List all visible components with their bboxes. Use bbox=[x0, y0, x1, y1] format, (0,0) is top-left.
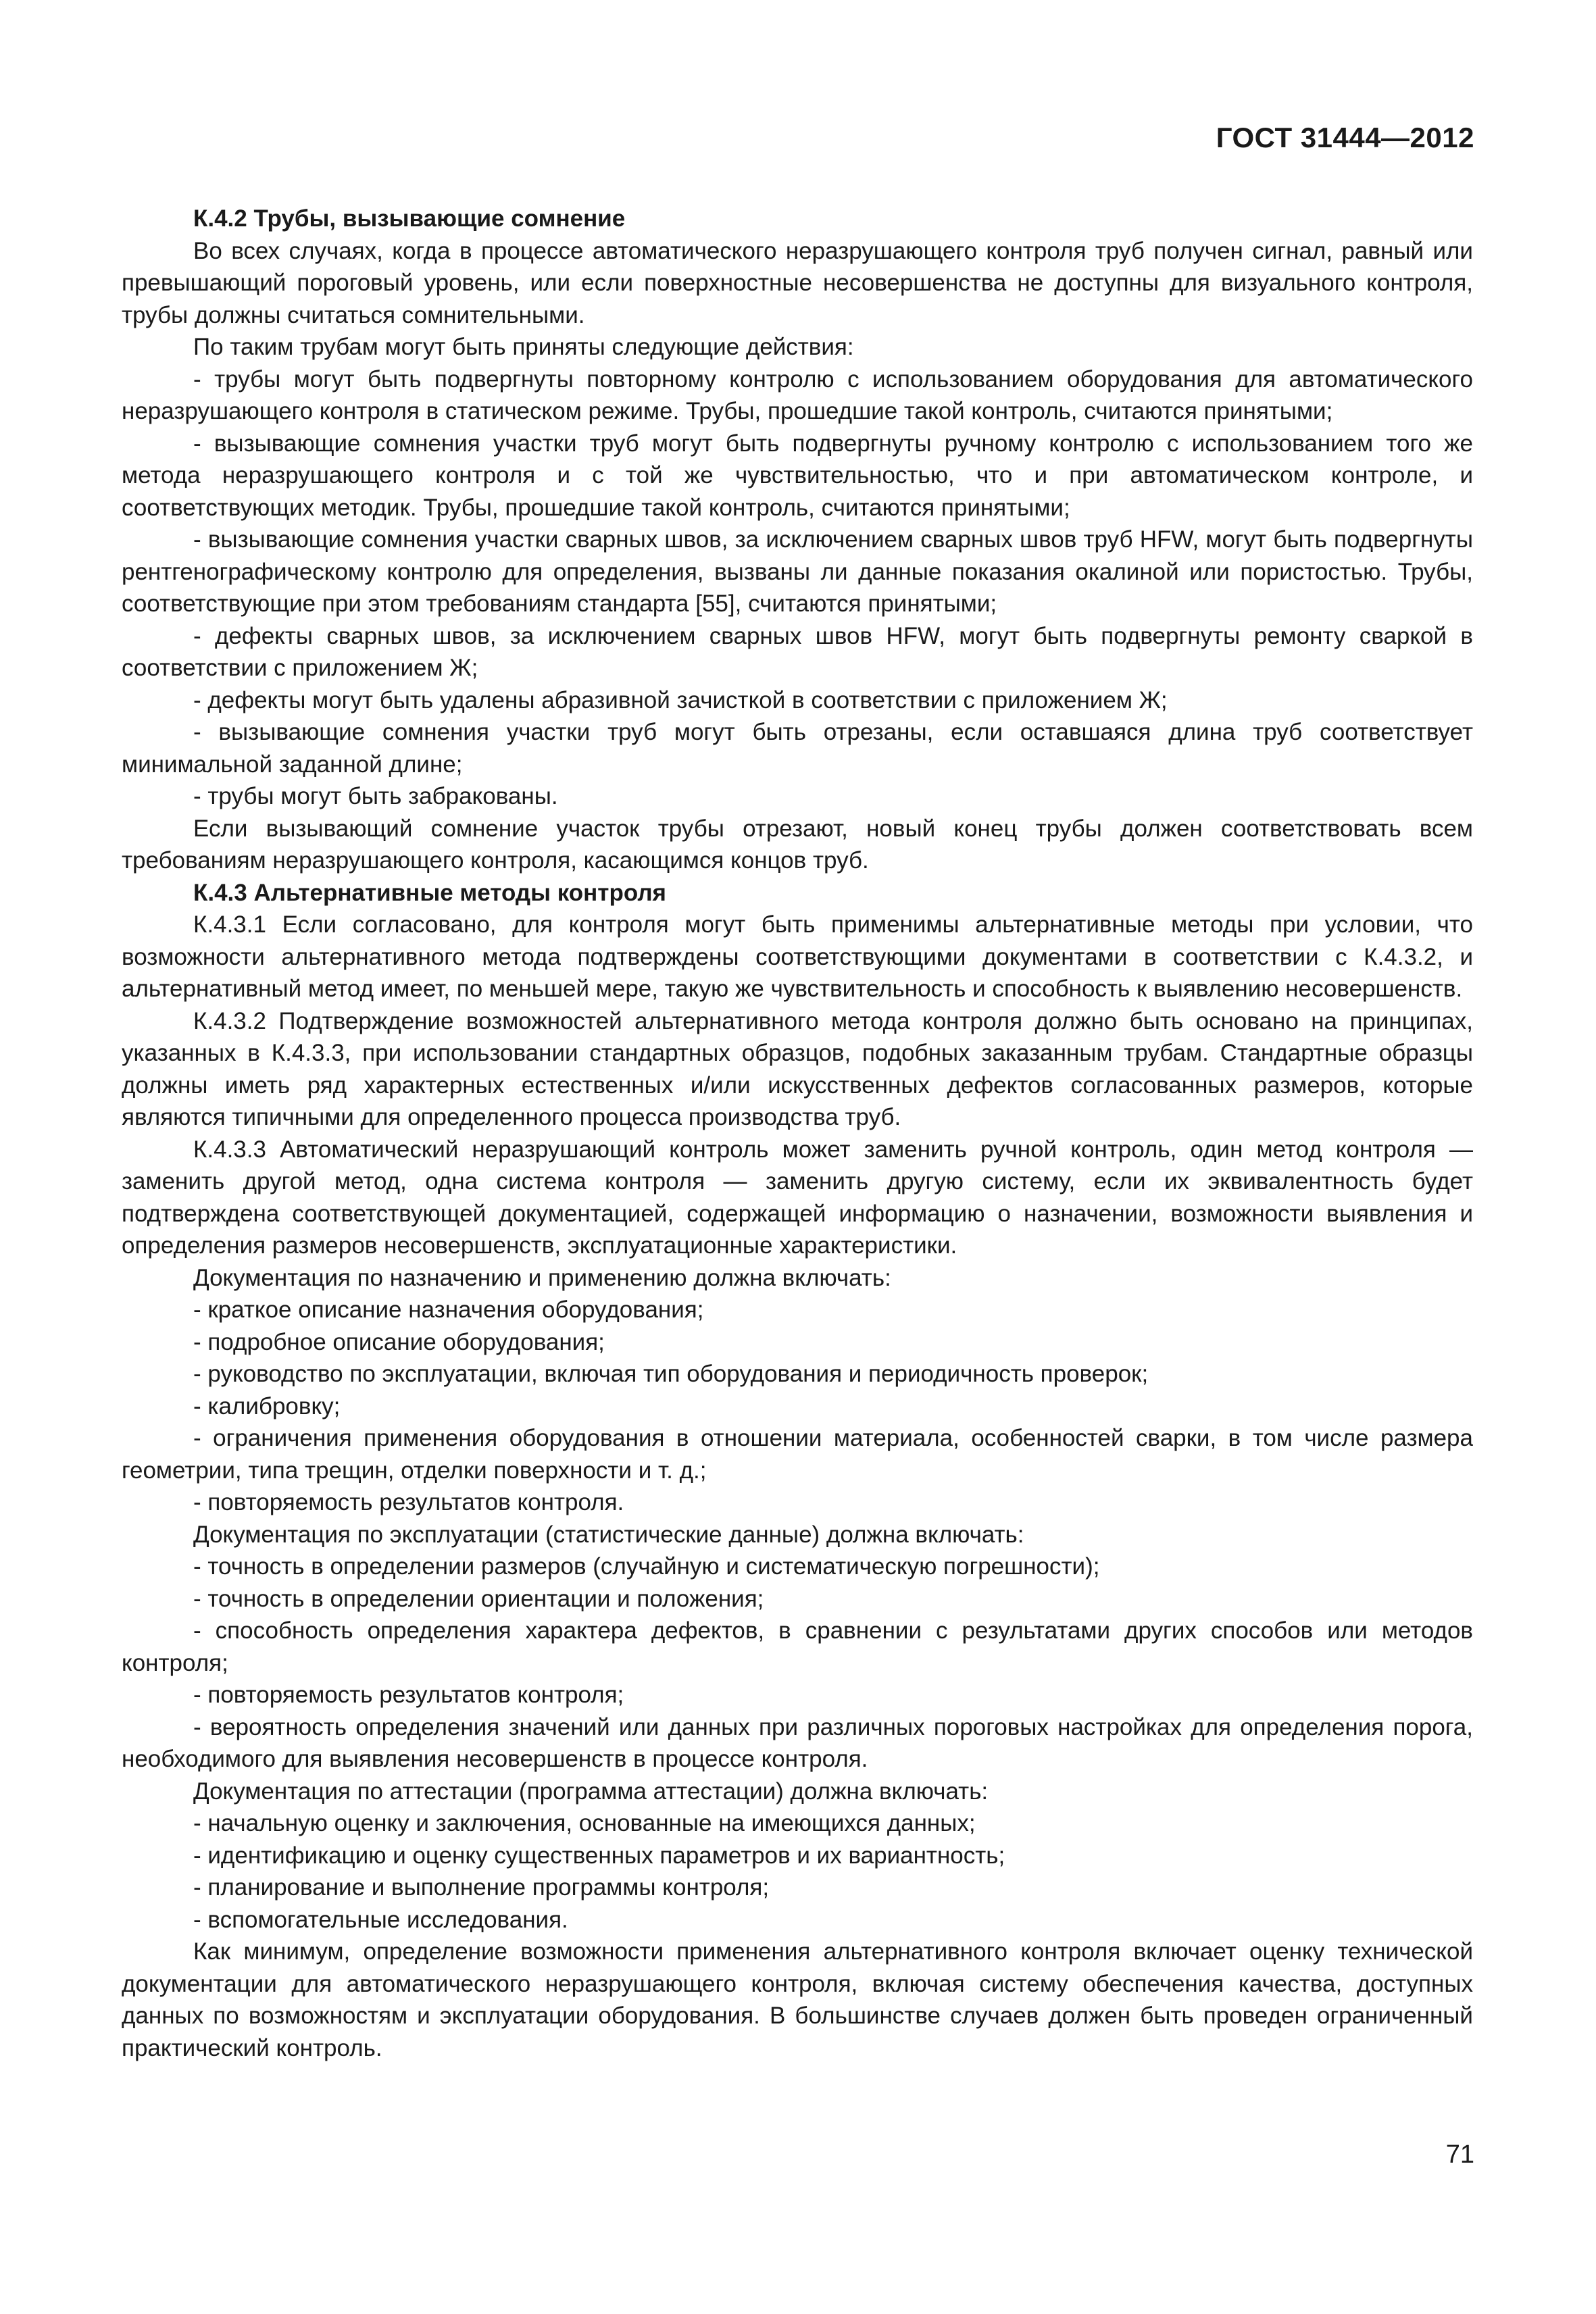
list-item: - трубы могут быть подвергнуты повторному контролю с использованием оборудования для автоматического неразрушающего контроля в статическом режиме. Трубы, прошедшие такой контроль, считаются принятыми; bbox=[122, 366, 1473, 424]
list-item: - повторяемость результатов контроля; bbox=[193, 1682, 624, 1708]
list-item: - вспомогательные исследования. bbox=[193, 1906, 568, 1933]
list-item: - точность в определении ориентации и положения; bbox=[193, 1585, 764, 1612]
section-heading: К.4.3 Альтернативные методы контроля bbox=[193, 879, 666, 906]
paragraph: Документация по эксплуатации (статистические данные) должна включать: bbox=[193, 1521, 1024, 1548]
section-heading: К.4.2 Трубы, вызывающие сомнение bbox=[193, 205, 626, 232]
page-number: 71 bbox=[1445, 2140, 1474, 2169]
paragraph: Документация по назначению и применению должна включать: bbox=[193, 1264, 891, 1291]
paragraph: Как минимум, определение возможности применения альтернативного контроля включает оценку технической документации для автоматического неразрушающего контроля, включая систему обеспечения качества, доступных данных по возможностям и эксплуатации оборудования. В большинстве случаев должен быть проведен ограниченный практический контроль. bbox=[122, 1938, 1473, 2061]
paragraph: Если вызывающий сомнение участок трубы отрезают, новый конец трубы должен соответствовать всем требованиям неразрушающего контроля, касающимся концов труб. bbox=[122, 815, 1473, 874]
list-item: - планирование и выполнение программы контроля; bbox=[193, 1874, 770, 1901]
list-item: - ограничения применения оборудования в отношении материала, особенностей сварки, в том числе размера геометрии, типа трещин, отделки поверхности и т. д.; bbox=[122, 1425, 1473, 1484]
list-item: - идентификацию и оценку существенных параметров и их вариантность; bbox=[193, 1842, 1005, 1869]
list-item: - краткое описание назначения оборудования; bbox=[193, 1297, 704, 1323]
document-body bbox=[122, 203, 1473, 2064]
paragraph: К.4.3.3 Автоматический неразрушающий контроль может заменить ручной контроль, один метод контроля — заменить другой метод, одна система контроля — заменить другую систему, если их эквивалентность будет подтверждена соответствующей документацией, содержащей информацию о назначении, возможности выявления и определения размеров несовершенств, эксплуатационные характеристики. bbox=[122, 1136, 1473, 1259]
list-item: - вызывающие сомнения участки сварных швов, за исключением сварных швов труб HFW, могут быть подвергнуты рентгенографическому контролю для определения, вызваны ли данные показания окалиной или пористостью. Трубы, соответствующие при этом требованиям стандарта [55], считаются принятыми; bbox=[122, 526, 1473, 617]
paragraph: К.4.3.2 Подтверждение возможностей альтернативного метода контроля должно быть основано на принципах, указанных в К.4.3.3, при использовании стандартных образцов, подобных заказанным трубам. Стандартные образцы должны иметь ряд характерных естественных и/или искусственных дефектов согласованных размеров, которые являются типичными для определенного процесса производства труб. bbox=[122, 1007, 1473, 1130]
list-item: - способность определения характера дефектов, в сравнении с результатами других способов или методов контроля; bbox=[122, 1617, 1473, 1676]
list-item: - вызывающие сомнения участки труб могут быть подвергнуты ручному контролю с использованием того же метода неразрушающего контроля и с той же чувствительностью, что и при автоматическом контроле, и соответствующих методик. Трубы, прошедшие такой контроль, считаются принятыми; bbox=[122, 430, 1473, 521]
list-item: - повторяемость результатов контроля. bbox=[193, 1489, 624, 1515]
paragraph: Документация по аттестации (программа аттестации) должна включать: bbox=[193, 1778, 989, 1805]
paragraph: По таким трубам могут быть приняты следующие действия: bbox=[193, 334, 854, 360]
list-item: - руководство по эксплуатации, включая тип оборудования и периодичность проверок; bbox=[193, 1361, 1149, 1387]
list-item: - вызывающие сомнения участки труб могут быть отрезаны, если оставшаяся длина труб соответствует минимальной заданной длине; bbox=[122, 719, 1473, 778]
paragraph: Во всех случаях, когда в процессе автоматического неразрушающего контроля труб получен сигнал, равный или превышающий пороговый уровень, или если поверхностные несовершенства не доступны для визуального контроля, трубы должны считаться сомнительными. bbox=[122, 237, 1473, 328]
list-item: - дефекты сварных швов, за исключением сварных швов HFW, могут быть подвергнуты ремонту сваркой в соответствии с приложением Ж; bbox=[122, 622, 1473, 681]
list-item: - калибровку; bbox=[193, 1392, 341, 1419]
list-item: - подробное описание оборудования; bbox=[193, 1328, 605, 1355]
list-item: - трубы могут быть забракованы. bbox=[193, 783, 558, 809]
paragraph: К.4.3.1 Если согласовано, для контроля могут быть применимы альтернативные методы при условии, что возможности альтернативного метода подтверждены соответствующими документами в соответствии с К.4.3.2, и альтернативный метод имеет, по меньшей мере, такую же чувствительность и способность к выявлению несовершенств. bbox=[122, 911, 1473, 1002]
standard-header: ГОСТ 31444—2012 bbox=[1216, 122, 1474, 153]
list-item: - дефекты могут быть удалены абразивной зачисткой в соответствии с приложением Ж; bbox=[193, 686, 1168, 713]
list-item: - начальную оценку и заключения, основанные на имеющихся данных; bbox=[193, 1810, 976, 1836]
list-item: - точность в определении размеров (случайную и систематическую погрешности); bbox=[193, 1553, 1100, 1580]
list-item: - вероятность определения значений или данных при различных пороговых настройках для определения порога, необходимого для выявления несовершенств в процессе контроля. bbox=[122, 1713, 1473, 1772]
